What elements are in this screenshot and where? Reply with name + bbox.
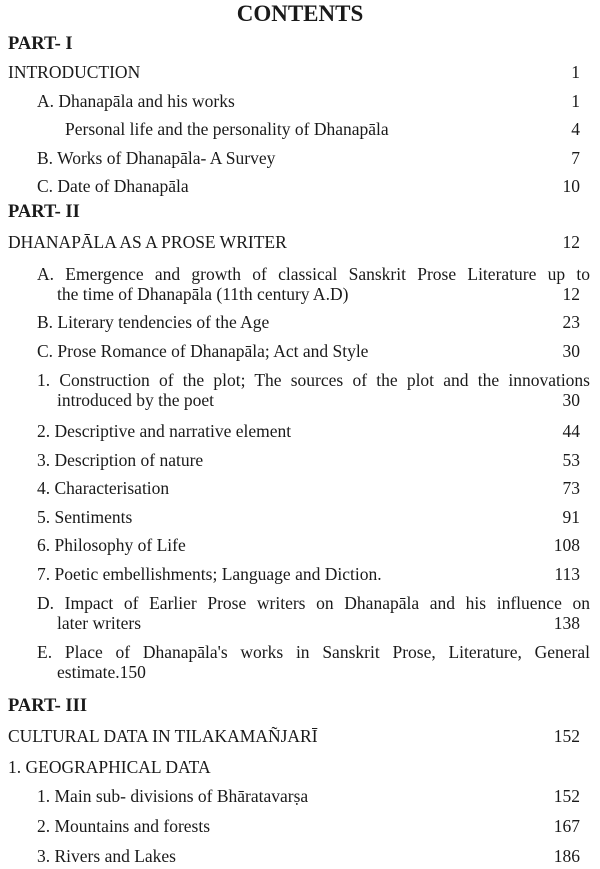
- page-number: 4: [571, 119, 580, 139]
- entry-title: CULTURAL DATA IN TILAKAMAÑJARĪ: [8, 726, 318, 746]
- entry-title: 2. Mountains and forests: [37, 816, 211, 836]
- entry-title: A. Dhanapāla and his works: [37, 91, 235, 111]
- entry-title: C. Prose Romance of Dhanapāla; Act and Style: [37, 341, 369, 361]
- entry-title: 1. Construction of the plot; The sources of the plot and the innovations: [37, 370, 590, 390]
- entry-title: 1. GEOGRAPHICAL DATA: [8, 757, 211, 777]
- entry-title-continuation: estimate.150: [57, 662, 146, 682]
- page-number: 30: [562, 390, 580, 410]
- entry-title: 1. Main sub- divisions of Bhāratavarṣa: [37, 786, 309, 806]
- entry-title: C. Date of Dhanapāla: [37, 176, 189, 196]
- entry-title: 6. Philosophy of Life: [37, 535, 186, 555]
- entry-title-continuation: introduced by the poet: [57, 390, 214, 410]
- entry-title: 7. Poetic embellishments; Language and Diction.: [37, 564, 382, 584]
- page-number: 138: [553, 613, 580, 633]
- entry-title: PART- I: [8, 34, 73, 54]
- entry-title: DHANAPĀLA AS A PROSE WRITER: [8, 232, 287, 252]
- page-number: 91: [562, 507, 580, 527]
- entry-title: A. Emergence and growth of classical Sanskrit Prose Literature up to: [37, 264, 590, 284]
- entry-title: B. Literary tendencies of the Age: [37, 312, 270, 332]
- page-number: 7: [571, 148, 580, 168]
- page-number: 12: [562, 284, 580, 304]
- entry-title: PART- II: [8, 202, 80, 222]
- entry-title: INTRODUCTION: [8, 62, 141, 82]
- page-number: 186: [553, 846, 580, 866]
- entry-title: 5. Sentiments: [37, 507, 133, 527]
- page-number: 108: [553, 535, 580, 555]
- page-number: 152: [553, 786, 580, 806]
- entry-title: 2. Descriptive and narrative element: [37, 421, 292, 441]
- page-number: 12: [562, 232, 580, 252]
- entry-title-continuation: later writers: [57, 613, 142, 633]
- page-number: 23: [562, 312, 580, 332]
- page-number: 113: [554, 564, 580, 584]
- page-number: 53: [562, 450, 580, 470]
- page-number: 1: [571, 91, 580, 111]
- page-number: 30: [562, 341, 580, 361]
- entry-title-continuation: the time of Dhanapāla (11th century A.D): [57, 284, 349, 304]
- page-number: 167: [553, 816, 580, 836]
- page-number: 73: [562, 478, 580, 498]
- page-number: 152: [553, 726, 580, 746]
- entry-title: 3. Rivers and Lakes: [37, 846, 176, 866]
- entry-title: B. Works of Dhanapāla- A Survey: [37, 148, 276, 168]
- entry-title: 4. Characterisation: [37, 478, 170, 498]
- page-title: CONTENTS: [236, 1, 364, 26]
- page-number: 10: [562, 176, 580, 196]
- page-number: 1: [571, 62, 580, 82]
- entry-title: Personal life and the personality of Dhanapāla: [65, 119, 389, 139]
- page-number: 44: [562, 421, 580, 441]
- entry-title: D. Impact of Earlier Prose writers on Dhanapāla and his influence on: [37, 593, 590, 613]
- entry-title: PART- III: [8, 696, 88, 716]
- entry-title: E. Place of Dhanapāla's works in Sanskrit Prose, Literature, General: [37, 642, 590, 662]
- entry-title: 3. Description of nature: [37, 450, 204, 470]
